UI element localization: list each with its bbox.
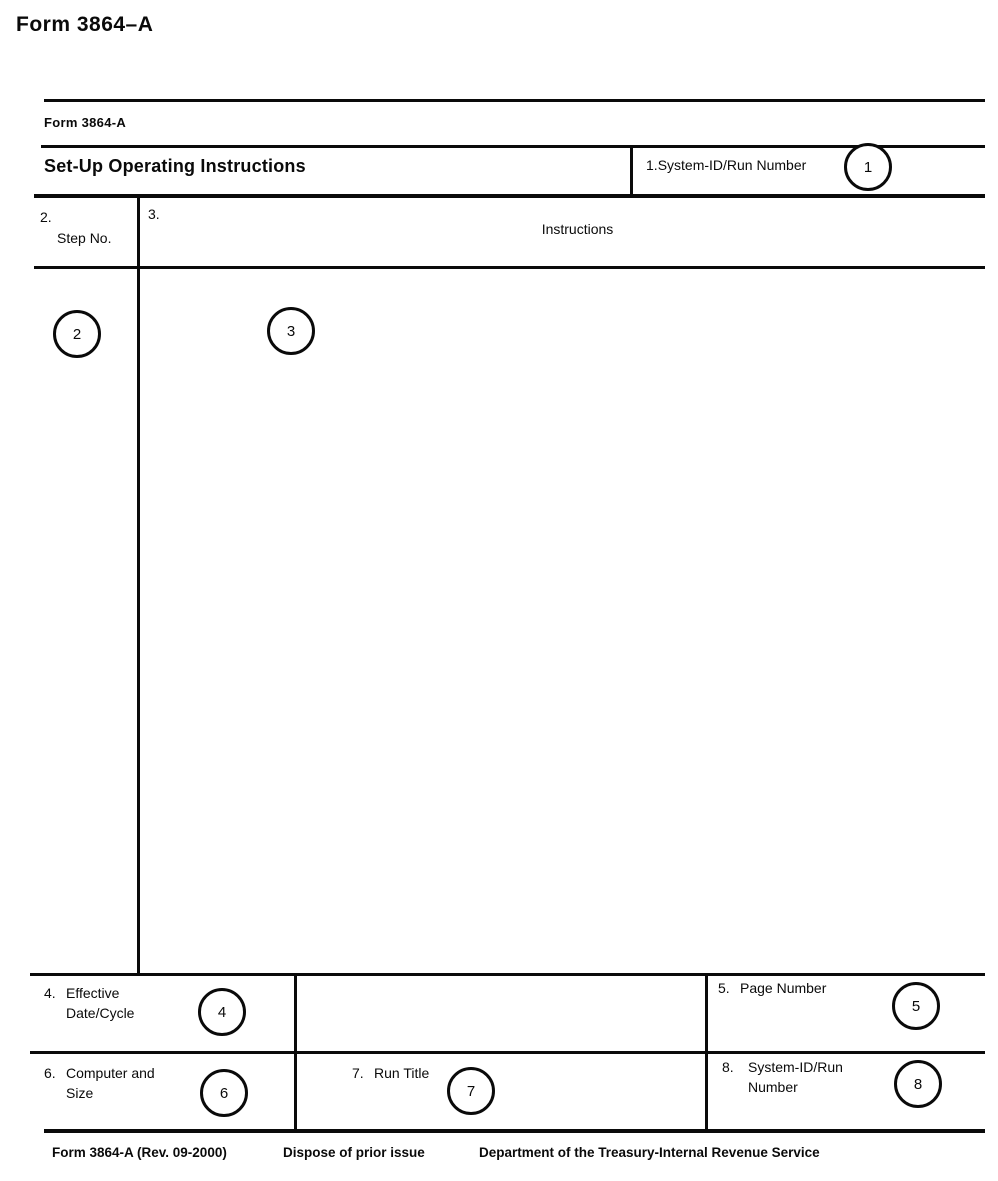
callout-6-value: 6 bbox=[219, 1084, 229, 1102]
rule-between-bottom-rows bbox=[30, 1051, 985, 1054]
rule-under-column-headers bbox=[34, 266, 985, 269]
form-title: Set-Up Operating Instructions bbox=[44, 156, 306, 176]
callout-4-value: 4 bbox=[217, 1003, 227, 1021]
field-8-text-line2: Number bbox=[748, 1079, 798, 1095]
callout-5-value: 5 bbox=[911, 997, 921, 1015]
field-5-label bbox=[718, 978, 826, 998]
rule-top bbox=[44, 99, 985, 102]
field-4-text-line1: Effective bbox=[66, 985, 120, 1001]
instructions-col-number: 3. bbox=[148, 206, 160, 222]
instructions-col-label: Instructions bbox=[541, 221, 614, 237]
callout-circle-8 bbox=[894, 1060, 942, 1108]
field-4-text-line2: Date/Cycle bbox=[66, 1005, 135, 1021]
field-6-text-line1: Computer and bbox=[66, 1065, 155, 1081]
field-7-text: Run Title bbox=[374, 1065, 430, 1081]
field-5-number: 5. bbox=[718, 980, 730, 996]
field-1-number: 1. bbox=[646, 157, 658, 173]
step-col-number: 2. bbox=[40, 209, 52, 225]
page-heading: Form 3864–A bbox=[16, 13, 154, 36]
callout-1-value: 1 bbox=[863, 158, 873, 176]
callout-circle-6 bbox=[200, 1069, 248, 1117]
rule-bottom bbox=[44, 1129, 985, 1133]
footer-dispose-note: Dispose of prior issue bbox=[283, 1145, 425, 1160]
callout-circle-3 bbox=[267, 307, 315, 355]
divider-step-column bbox=[137, 196, 140, 975]
rule-under-title bbox=[34, 194, 985, 198]
field-6-number: 6. bbox=[44, 1065, 56, 1081]
step-col-label: Step No. bbox=[57, 230, 112, 246]
field-8-label bbox=[722, 1057, 843, 1097]
callout-circle-1 bbox=[844, 143, 892, 191]
callout-3-value: 3 bbox=[286, 322, 296, 340]
footer-department: Department of the Treasury-Internal Revenue Service bbox=[479, 1145, 820, 1160]
callout-circle-2 bbox=[53, 310, 101, 358]
field-8-number: 8. bbox=[722, 1059, 734, 1075]
callout-circle-7 bbox=[447, 1067, 495, 1115]
footer-form-revision: Form 3864-A (Rev. 09-2000) bbox=[52, 1145, 227, 1160]
field-7-label bbox=[352, 1063, 429, 1083]
field-6-text-line2: Size bbox=[66, 1085, 94, 1101]
field-6-label bbox=[44, 1063, 155, 1103]
field-4-label bbox=[44, 983, 134, 1023]
field-7-number: 7. bbox=[352, 1065, 364, 1081]
field-8-text-line1: System-ID/Run bbox=[748, 1059, 843, 1075]
form-number-label: Form 3864-A bbox=[44, 115, 127, 130]
callout-circle-5 bbox=[892, 982, 940, 1030]
field-1-text: System-ID/Run Number bbox=[657, 157, 807, 173]
callout-circle-4 bbox=[198, 988, 246, 1036]
callout-8-value: 8 bbox=[913, 1075, 923, 1093]
divider-title-row bbox=[630, 145, 633, 197]
callout-2-value: 2 bbox=[72, 325, 82, 343]
field-5-text: Page Number bbox=[740, 980, 827, 996]
field-4-number: 4. bbox=[44, 985, 56, 1001]
rule-above-bottom-rows bbox=[30, 973, 985, 976]
callout-7-value: 7 bbox=[466, 1082, 476, 1100]
rule-under-form-number bbox=[41, 145, 985, 148]
field-1-label bbox=[646, 157, 806, 173]
